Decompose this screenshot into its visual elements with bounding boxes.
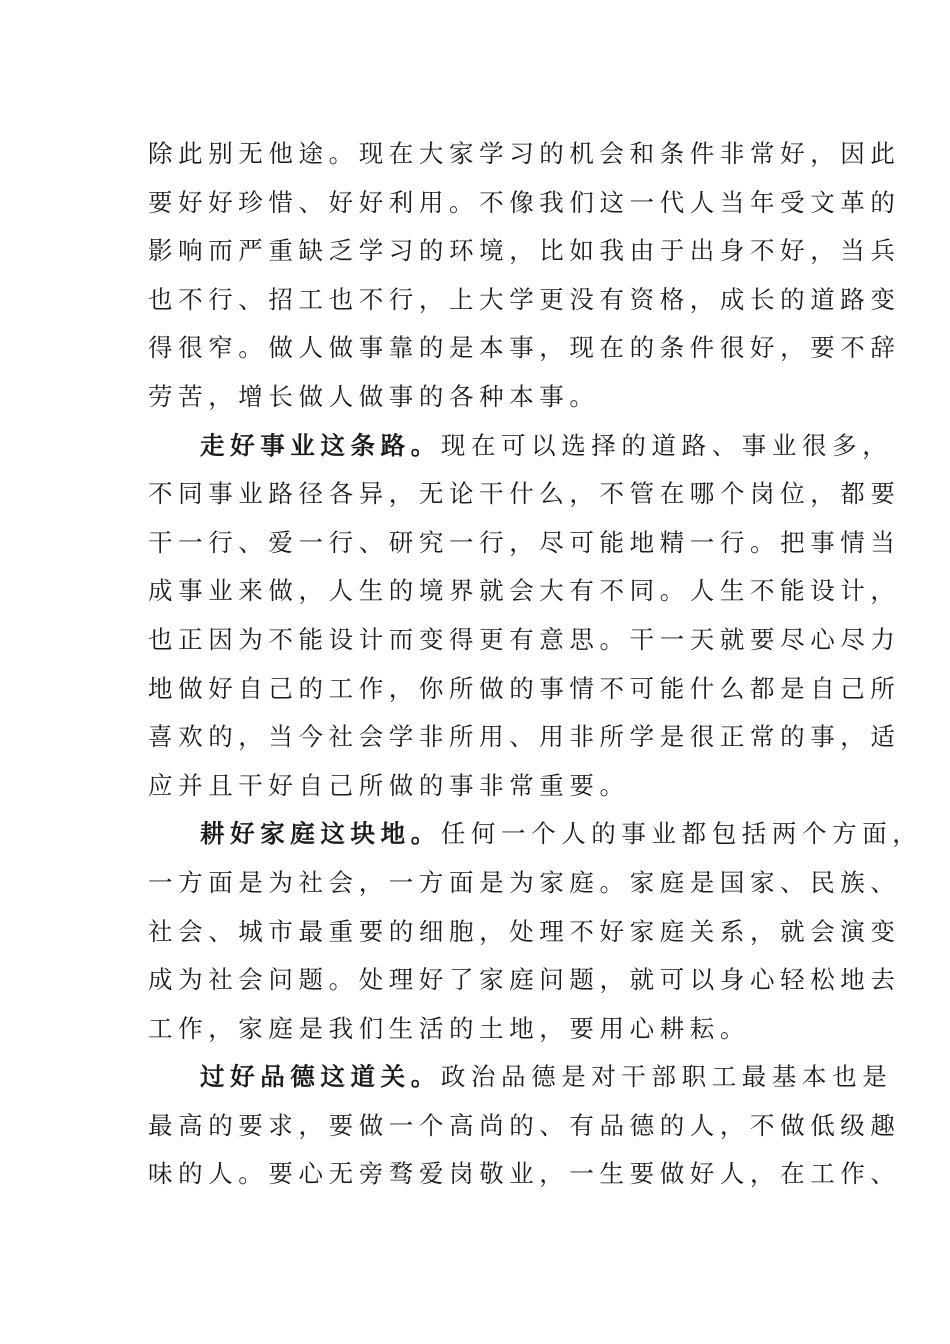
text-line (148, 422, 893, 471)
text-run: 政治品德是对干部职工最基本也是 (440, 1062, 893, 1092)
paragraph-family (148, 810, 923, 1053)
text-line: 除此别无他途。现在大家学习的机会和条件非常好，因此 (148, 139, 901, 168)
paragraph-heading: 走好事业这条路。 (200, 430, 441, 460)
text-line: 干一行、爱一行、研究一行，尽可能地精一行。把事情当 (148, 527, 901, 557)
text-line: 应并且干好自己所做的事非常重要。 (148, 770, 630, 800)
text-line: 一方面是为社会，一方面是为家庭。家庭是国家、民族、 (148, 867, 901, 897)
text-line (148, 1053, 893, 1102)
paragraph-heading: 耕好家庭这块地。 (200, 819, 441, 849)
text-line: 劳苦，增长做人做事的各种本事。 (148, 381, 600, 411)
paragraph-heading: 过好品德这道关。 (200, 1062, 441, 1092)
paragraph-morality (148, 1053, 901, 1199)
text-line: 味的人。要心无旁骛爱岗敬业，一生要做好人，在工作、 (148, 1159, 901, 1189)
paragraph-career (148, 422, 901, 811)
text-line: 社会、城市最重要的细胞，处理不好家庭关系，就会演变 (148, 916, 901, 946)
text-line: 成事业来做，人生的境界就会大有不同。人生不能设计， (148, 576, 901, 606)
text-line (148, 810, 923, 859)
text-line: 不同事业路径各异，无论干什么，不管在哪个岗位，都要 (148, 479, 901, 509)
text-line: 喜欢的，当今社会学非所用、用非所学是很正常的事，适 (148, 722, 901, 752)
text-line: 要好好珍惜、好好利用。不像我们这一代人当年受文革的 (148, 187, 901, 217)
text-line: 也不行、招工也不行，上大学更没有资格，成长的道路变 (148, 284, 901, 314)
text-line: 地做好自己的工作，你所做的事情不可能什么都是自己所 (148, 673, 901, 703)
text-line: 工作，家庭是我们生活的土地，要用心耕耘。 (148, 1013, 750, 1043)
text-line: 最高的要求，要做一个高尚的、有品德的人，不做低级趣 (148, 1110, 901, 1140)
text-run: 任何一个人的事业都包括两个方面， (440, 819, 923, 849)
body-text (148, 130, 923, 1199)
paragraph-1 (148, 130, 901, 422)
text-line: 得很窄。做人做事靠的是本事，现在的条件很好，要不辞 (148, 333, 901, 363)
text-line: 影响而严重缺乏学习的环境，比如我由于出身不好，当兵 (148, 236, 901, 266)
text-line: 成为社会问题。处理好了家庭问题，就可以身心轻松地去 (148, 965, 901, 995)
text-run: 现在可以选择的道路、事业很多， (440, 430, 893, 460)
text-line: 也正因为不能设计而变得更有意思。干一天就要尽心尽力 (148, 624, 901, 654)
